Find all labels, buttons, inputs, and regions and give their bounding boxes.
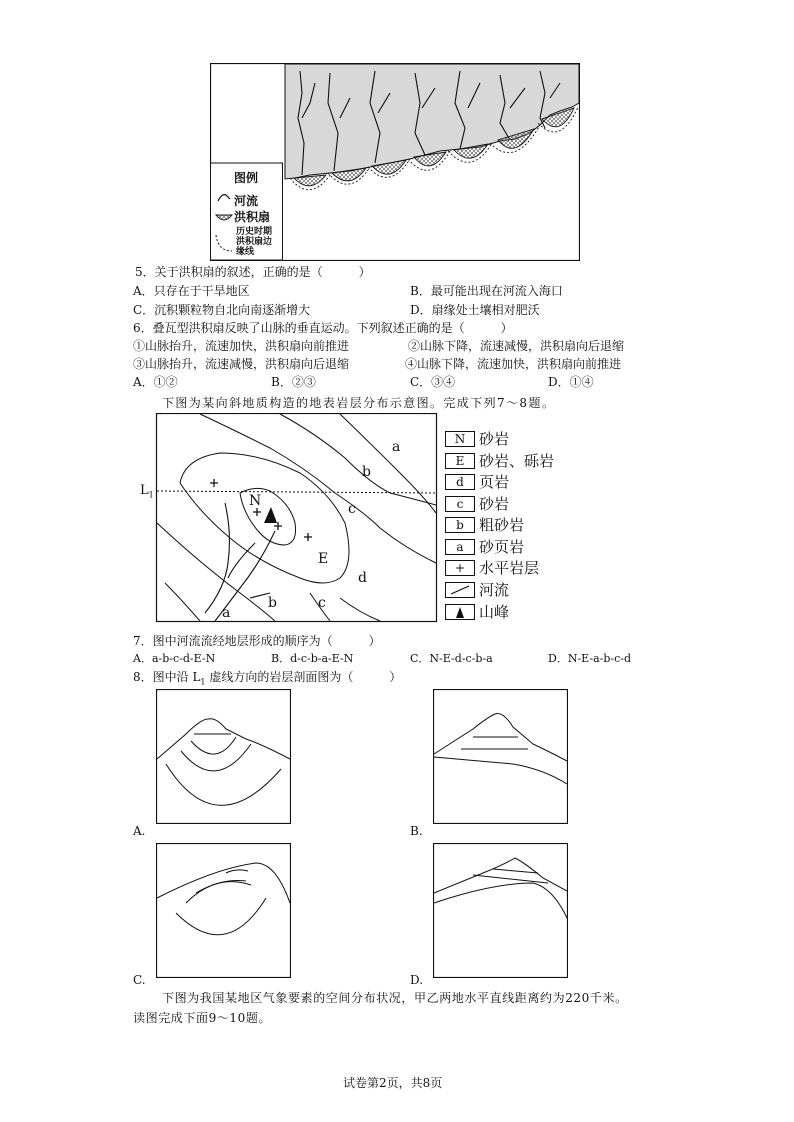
q8-option-d: D.: [410, 973, 424, 987]
q6-option-c: C．③④: [410, 375, 456, 389]
stratum-label-N: N: [249, 493, 262, 509]
syncline-map: [140, 413, 440, 625]
q6-option-a: A．①②: [133, 375, 178, 389]
legend-row-c: c 砂岩: [445, 495, 509, 513]
legend-row-peak: 山峰: [445, 603, 509, 621]
legend-row-horizontal: + 水平岩层: [445, 559, 539, 577]
stratum-label-c-mid: c: [348, 501, 356, 517]
stratum-label-a-top: a: [392, 439, 401, 455]
intro-q9-10-line1: 下图为我国某地区气象要素的空间分布状况，甲乙两地水平直线距离约为220千米。: [162, 991, 628, 1005]
q5-option-d: D．扇缘处土壤相对肥沃: [410, 303, 540, 317]
legend-row-d: d 页岩: [445, 473, 509, 491]
legend-row-a: a 砂页岩: [445, 538, 524, 556]
stratum-label-a-bot: a: [222, 605, 231, 621]
q7-option-c: C．N-E-d-c-b-a: [410, 652, 493, 665]
profile-option-a: [156, 689, 291, 824]
q7-option-a: A．a-b-c-d-E-N: [133, 652, 216, 665]
q8-option-c: C.: [133, 973, 146, 987]
fig1-legend-river: 河流: [234, 194, 259, 208]
q7-option-b: B．d-c-b-a-E-N: [271, 652, 354, 665]
stratum-label-b-bot: b: [268, 595, 277, 611]
profile-option-b: [433, 689, 568, 824]
q5-stem: 5．关于洪积扇的叙述，正确的是（ ）: [135, 265, 371, 279]
fig1-legend-edge-2: 洪积扇边: [236, 237, 273, 247]
q8-stem: 8．图中沿 $L_1$ 虚线方向的岩层剖面图为（ ）: [133, 670, 402, 687]
page-footer: 试卷第2页，共8页: [343, 1076, 443, 1090]
q6-statement-2: ②山脉下降，流速减慢，洪积扇向后退缩: [408, 339, 625, 353]
alluvial-fan-figure: [210, 63, 580, 261]
q8-option-b: B.: [410, 824, 423, 838]
label-L1: $L_1$: [140, 483, 154, 500]
river-line-icon: [445, 582, 475, 598]
peak-legend-icon: [445, 604, 475, 620]
profile-option-c: [156, 843, 291, 978]
fig1-legend-edge-1: 历史时期: [236, 227, 273, 237]
q6-stem: 6．叠瓦型洪积扇反映了山脉的垂直运动。下列叙述正确的是（ ）: [133, 321, 513, 335]
q6-statement-1: ①山脉抬升，流速加快，洪积扇向前推进: [133, 339, 350, 353]
legend-row-E: E 砂岩、砾岩: [445, 452, 554, 470]
q5-option-b: B．最可能出现在河流入海口: [410, 284, 563, 298]
legend-row-N: N 砂岩: [445, 430, 509, 448]
q7-stem: 7．图中河流流经地层形成的顺序为（ ）: [133, 634, 381, 648]
q5-option-c: C．沉积颗粒物自北向南逐渐增大: [133, 303, 311, 317]
q6-option-d: D．①④: [548, 375, 594, 389]
stratum-label-E: E: [318, 551, 329, 567]
fig1-legend-fan: 洪积扇: [234, 210, 271, 224]
q6-option-b: B．②③: [271, 375, 316, 389]
fig1-legend-title: 图例: [234, 171, 259, 185]
legend-row-b: b 粗砂岩: [445, 516, 524, 534]
q8-option-a: A.: [133, 824, 146, 838]
q7-option-d: D．N-E-a-b-c-d: [548, 652, 632, 665]
legend-row-river: 河流: [445, 581, 509, 599]
stratum-label-d-mid: d: [358, 570, 367, 586]
q6-statement-4: ④山脉下降，流速加快，洪积扇向前推进: [405, 357, 622, 371]
intro-q7-8: 下图为某向斜地质构造的地表岩层分布示意图。完成下列7～8题。: [162, 396, 556, 410]
profile-option-d: [433, 843, 568, 978]
q5-option-a: A．只存在于干旱地区: [133, 284, 250, 298]
q6-statement-3: ③山脉抬升，流速减慢，洪积扇向后退缩: [133, 357, 350, 371]
fig1-legend-edge-3: 缘线: [236, 247, 255, 257]
stratum-label-c-bot: c: [318, 595, 326, 611]
intro-q9-10-line2: 读图完成下面9～10题。: [133, 1011, 272, 1025]
stratum-label-b-top: b: [362, 464, 371, 480]
